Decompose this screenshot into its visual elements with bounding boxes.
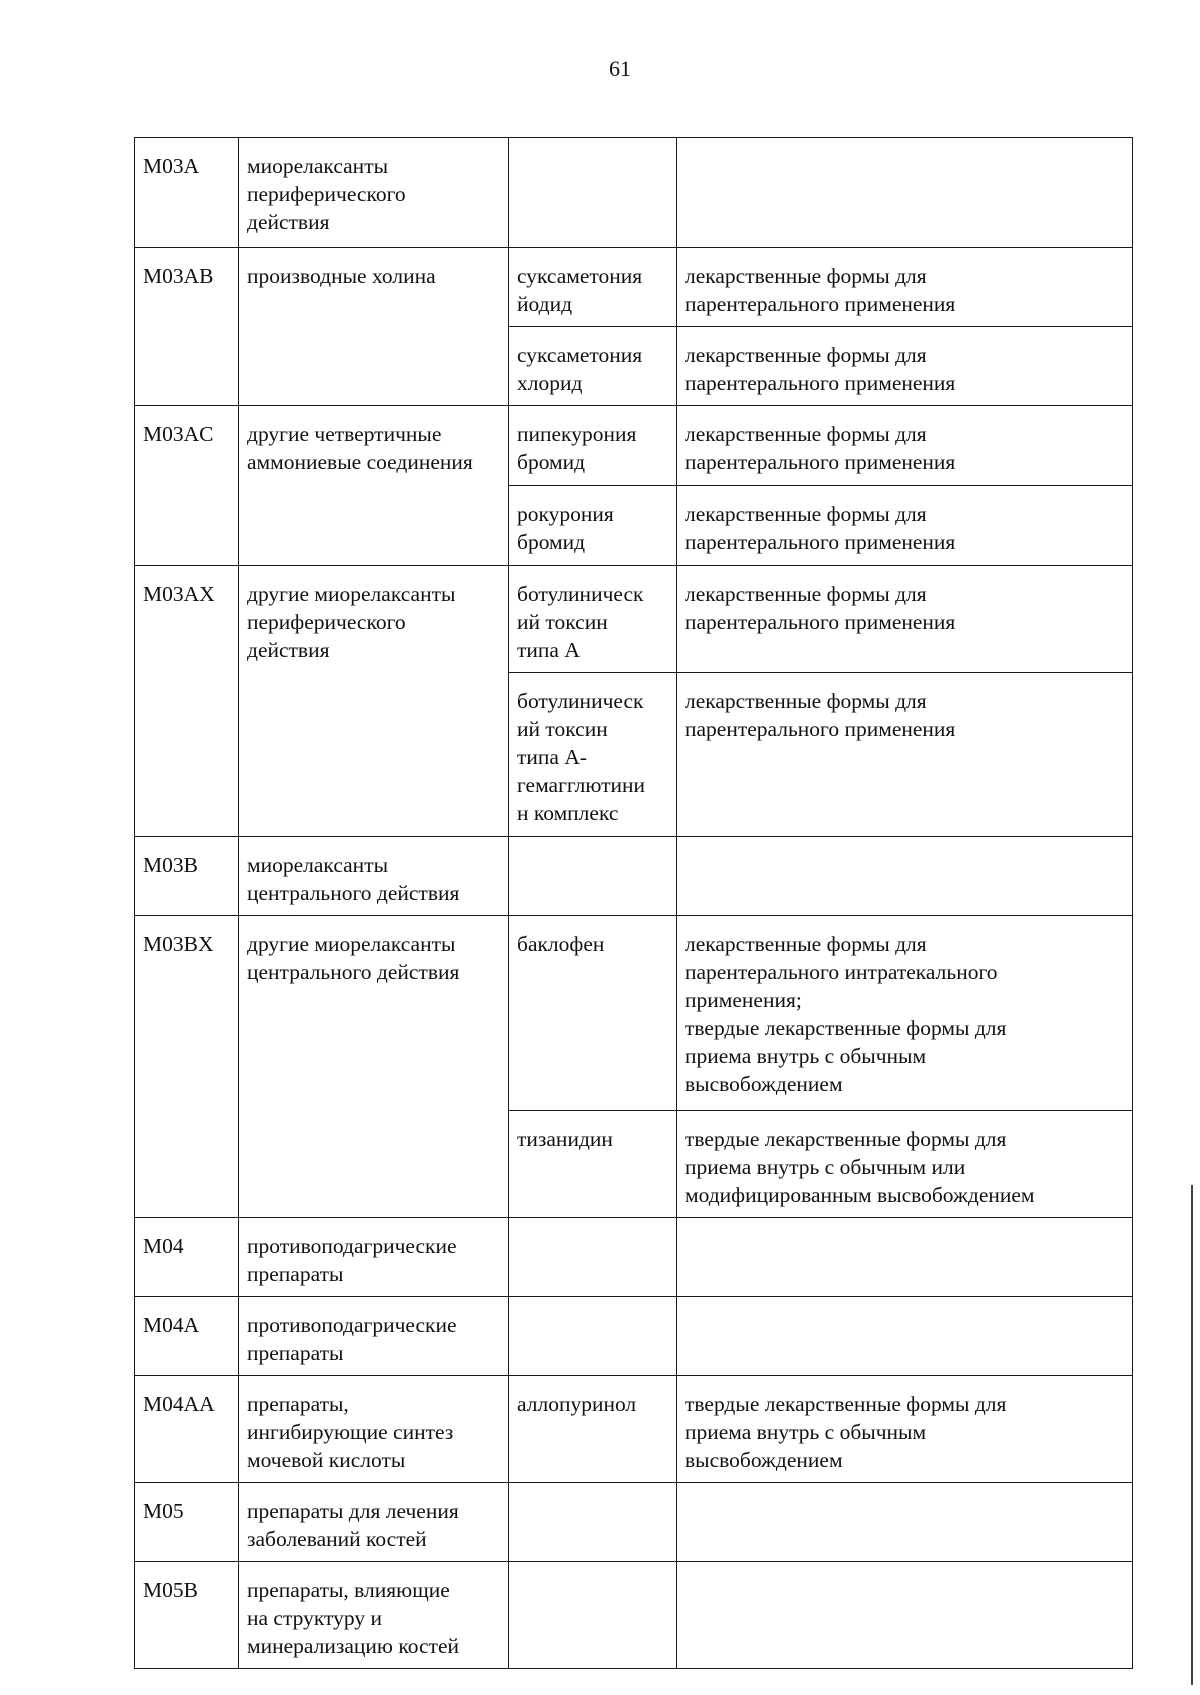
atc-code-cell: M03BX [135,916,239,1218]
dosage-forms-cell: лекарственные формы для парентерального применения [677,486,1133,566]
substance-cell: ботулиническ ий токсин типа А- гемагглютини н комплекс [509,673,677,837]
table-row [135,837,1133,916]
group-name-cell: миорелаксанты центрального действия [239,837,509,916]
dosage-forms-cell [677,1297,1133,1376]
scan-edge-line [1191,1185,1193,1685]
table-row [135,1376,1133,1483]
table-row [135,406,1133,486]
substance-cell: ботулиническ ий токсин типа А [509,566,677,673]
dosage-forms-cell: лекарственные формы для парентерального применения [677,406,1133,486]
table-row [135,1218,1133,1297]
group-name-cell: производные холина [239,248,509,406]
substance-cell [509,1297,677,1376]
group-name-cell: миорелаксанты периферического действия [239,138,509,248]
group-name-cell: препараты, ингибирующие синтез мочевой кислоты [239,1376,509,1483]
atc-code-cell: M03AC [135,406,239,566]
atc-code-cell: M03AB [135,248,239,406]
table-row [135,566,1133,673]
atc-code-cell: M03AX [135,566,239,837]
substance-cell [509,138,677,248]
dosage-forms-cell: лекарственные формы для парентерального применения [677,673,1133,837]
group-name-cell: противоподагрические препараты [239,1297,509,1376]
table-row [135,1483,1133,1562]
group-name-cell: другие миорелаксанты центрального действия [239,916,509,1218]
substance-cell [509,1562,677,1669]
dosage-forms-cell: лекарственные формы для парентерального интратекального применения; твердые лекарственные формы для приема внутрь с обычным высвобождением [677,916,1133,1111]
dosage-forms-cell [677,1218,1133,1297]
table-row [135,1562,1133,1669]
substance-cell: пипекурония бромид [509,406,677,486]
dosage-forms-cell [677,837,1133,916]
dosage-forms-cell: твердые лекарственные формы для приема внутрь с обычным высвобождением [677,1376,1133,1483]
table-row [135,916,1133,1111]
page-number: 61 [609,56,631,81]
atc-code-cell: M04AA [135,1376,239,1483]
substance-cell: тизанидин [509,1111,677,1218]
table-row [135,1297,1133,1376]
substance-cell [509,1218,677,1297]
group-name-cell: препараты, влияющие на структуру и минерализацию костей [239,1562,509,1669]
atc-code-cell: M05B [135,1562,239,1669]
dosage-forms-cell [677,1562,1133,1669]
table-row [135,138,1133,248]
dosage-forms-cell [677,138,1133,248]
dosage-forms-cell: твердые лекарственные формы для приема внутрь с обычным или модифицированным высвобождением [677,1111,1133,1218]
dosage-forms-cell: лекарственные формы для парентерального применения [677,248,1133,327]
dosage-forms-cell: лекарственные формы для парентерального применения [677,566,1133,673]
dosage-forms-cell: лекарственные формы для парентерального применения [677,327,1133,406]
group-name-cell: противоподагрические препараты [239,1218,509,1297]
atc-code-cell: M04A [135,1297,239,1376]
group-name-cell: препараты для лечения заболеваний костей [239,1483,509,1562]
atc-code-cell: M03A [135,138,239,248]
drug-classification-table [134,137,1133,1669]
group-name-cell: другие миорелаксанты периферического действия [239,566,509,837]
atc-code-cell: M05 [135,1483,239,1562]
dosage-forms-cell [677,1483,1133,1562]
substance-cell: рокурония бромид [509,486,677,566]
atc-code-cell: M03B [135,837,239,916]
substance-cell: суксаметония хлорид [509,327,677,406]
substance-cell: суксаметония йодид [509,248,677,327]
substance-cell [509,1483,677,1562]
substance-cell [509,837,677,916]
atc-code-cell: M04 [135,1218,239,1297]
table-row [135,248,1133,327]
group-name-cell: другие четвертичные аммониевые соединения [239,406,509,566]
substance-cell: баклофен [509,916,677,1111]
substance-cell: аллопуринол [509,1376,677,1483]
